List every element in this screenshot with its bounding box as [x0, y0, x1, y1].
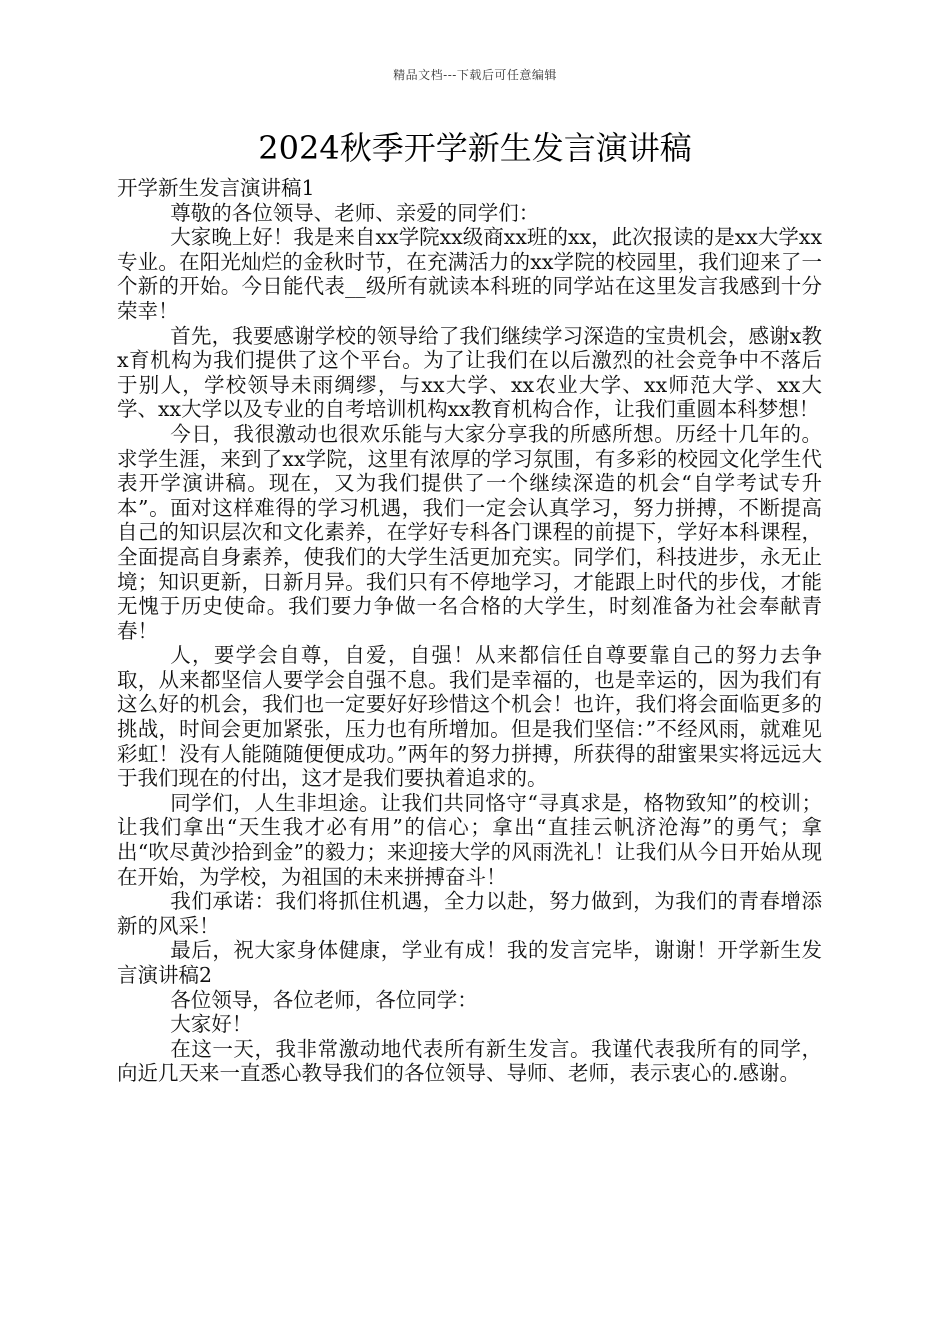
paragraph-today: 今日，我很激动也很欢乐能与大家分享我的所感所想。历经十几年的。求学生涯，来到了xx学院，这里有浓厚的学习氛围，有多彩的校园文化学生代表开学演讲稿。现在，又为我们提供了一个继续深造的机会“自学考试专升本”。面对这样难得的学习机遇，我们一定会认真学习，努力拼搏，不断提高自己的知识层次和文化素养，在学好专科各门课程的前提下，学好本科课程，全面提高自身素养，使我们的大学生活更加充实。同学们，科技进步，永无止境；知识更新，日新月异。我们只有不停地学习，才能跟上时代的步伐，才能无愧于历史使命。我们要力争做一名合格的大学生，时刻准备为社会奉献青春！: [117, 421, 822, 643]
paragraph-salutation-2: 各位领导，各位老师，各位同学：: [170, 987, 478, 1012]
paragraph-motto: 同学们，人生非坦途。让我们共同恪守“寻真求是，格物致知”的校训；让我们拿出“天生我才必有用”的信心；拿出“直挂云帆济沧海”的勇气；拿出“吹尽黄沙拾到金”的毅力；来迎接大学的风雨洗礼！让我们从今日开始从现在开始，为学校，为祖国的未来拼搏奋斗！: [117, 790, 822, 889]
paragraph-salutation: 尊敬的各位领导、老师、亲爱的同学们：: [170, 200, 540, 225]
section-heading: 开学新生发言演讲稿1: [117, 176, 315, 200]
paragraph-closing: 最后，祝大家身体健康，学业有成！我的发言完毕，谢谢！开学新生发言演讲稿2: [117, 938, 822, 987]
header-note: 精品文档---下载后可任意编辑: [393, 68, 557, 82]
paragraph-promise: 我们承诺：我们将抓住机遇，全力以赴，努力做到，为我们的青春增添新的风采！: [117, 889, 822, 938]
paragraph-thanks: 首先，我要感谢学校的领导给了我们继续学习深造的宝贵机会，感谢x教x育机构为我们提供了这个平台。为了让我们在以后激烈的社会竞争中不落后于别人，学校领导未雨绸缪，与xx大学、xx农业大学、xx师范大学、xx大学、xx大学以及专业的自考培训机构xx教育机构合作，让我们重圆本科梦想！: [117, 323, 822, 422]
document-body: [117, 176, 822, 1086]
paragraph-greeting: 大家晚上好！我是来自xx学院xx级商xx班的xx，此次报读的是xx大学xx专业。在阳光灿烂的金秋时节，在充满活力的xx学院的校园里，我们迎来了一个新的开始。今日能代表__级所有就读本科班的同学站在这里发言我感到十分荣幸！: [117, 225, 822, 323]
paragraph-gratitude-2: 在这一天，我非常激动地代表所有新生发言。我谨代表我所有的同学，向近几天来一直悉心教导我们的各位领导、导师、老师，表示衷心的.感谢。: [117, 1036, 822, 1086]
paragraph-self-respect: 人，要学会自尊，自爱，自强！从来都信任自尊要靠自己的努力去争取，从来都坚信人要学会自强不息。我们是幸福的，也是幸运的，因为我们有这么好的机会，我们也一定要好好珍惜这个机会！也许，我们将会面临更多的挑战，时间会更加紧张，压力也有所增加。但是我们坚信：”不经风雨，就难见彩虹！没有人能随随便便成功。”两年的努力拼搏，所获得的甜蜜果实将远远大于我们现在的付出，这才是我们要执着追求的。: [117, 643, 822, 791]
document-title: 2024秋季开学新生发言演讲稿: [258, 129, 692, 167]
paragraph-greeting-2: 大家好！: [170, 1012, 253, 1037]
